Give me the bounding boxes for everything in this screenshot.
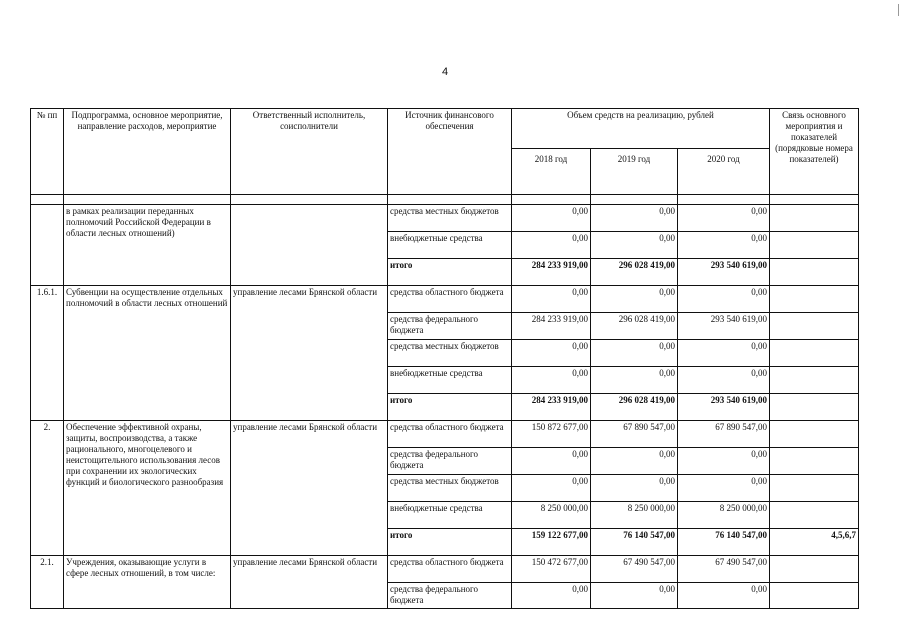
- header-executor: Ответственный исполнитель, соисполнители: [231, 109, 388, 195]
- value-2020: 0,00: [678, 286, 770, 313]
- value-2019: 0,00: [591, 448, 678, 475]
- source-cell: средства местных бюджетов: [388, 205, 512, 232]
- row-number: 2.1.: [31, 556, 64, 609]
- value-2019: 296 028 419,00: [591, 394, 678, 421]
- link-cell: [770, 475, 859, 502]
- budget-table: [30, 108, 859, 609]
- link-cell: [770, 583, 859, 609]
- value-2019: 0,00: [591, 340, 678, 367]
- value-2020: 8 250 000,00: [678, 502, 770, 529]
- value-2019: 0,00: [591, 232, 678, 259]
- spacer-cell: [231, 195, 388, 205]
- source-cell: внебюджетные средства: [388, 502, 512, 529]
- link-cell: [770, 313, 859, 340]
- value-2020: 293 540 619,00: [678, 394, 770, 421]
- value-2018: 150 472 677,00: [512, 556, 591, 583]
- program-cell: в рамках реализации переданных полномочий Российской Федерации в области лесных отношений): [64, 205, 231, 286]
- header-year-2018: 2018 год: [512, 149, 591, 195]
- link-cell: [770, 394, 859, 421]
- header-no: № пп: [31, 109, 64, 195]
- source-cell: внебюджетные средства: [388, 232, 512, 259]
- value-2020: 67 490 547,00: [678, 556, 770, 583]
- value-2018: 0,00: [512, 205, 591, 232]
- table-row: [31, 556, 859, 583]
- value-2020: 0,00: [678, 475, 770, 502]
- value-2020: 67 890 547,00: [678, 421, 770, 448]
- executor-cell: управление лесами Брянской области: [231, 421, 388, 556]
- header-source: Источник финансового обеспечения: [388, 109, 512, 195]
- header-link: Связь основного мероприятия и показателей (порядковые номера показателей): [770, 109, 859, 195]
- value-2020: 0,00: [678, 340, 770, 367]
- link-cell: 4,5,6,7: [770, 529, 859, 556]
- link-cell: [770, 205, 859, 232]
- link-cell: [770, 259, 859, 286]
- link-cell: [770, 448, 859, 475]
- value-2018: 0,00: [512, 286, 591, 313]
- header-row: [31, 109, 859, 149]
- value-2018: 0,00: [512, 583, 591, 609]
- value-2018: 8 250 000,00: [512, 502, 591, 529]
- header-year-2019: 2019 год: [591, 149, 678, 195]
- value-2018: 159 122 677,00: [512, 529, 591, 556]
- value-2018: 284 233 919,00: [512, 259, 591, 286]
- spacer-row: [31, 195, 859, 205]
- value-2018: 0,00: [512, 340, 591, 367]
- spacer-cell: [388, 195, 512, 205]
- spacer-cell: [678, 195, 770, 205]
- value-2018: 284 233 919,00: [512, 313, 591, 340]
- header-program: Подпрограмма, основное мероприятие, направление расходов, мероприятие: [64, 109, 231, 195]
- source-cell: средства областного бюджета: [388, 556, 512, 583]
- header-year-2020: 2020 год: [678, 149, 770, 195]
- source-cell: средства федерального бюджета: [388, 583, 512, 609]
- value-2018: 0,00: [512, 232, 591, 259]
- value-2018: 0,00: [512, 448, 591, 475]
- value-2019: 0,00: [591, 475, 678, 502]
- value-2020: 293 540 619,00: [678, 313, 770, 340]
- source-cell: итого: [388, 529, 512, 556]
- row-number: [31, 205, 64, 286]
- link-cell: [770, 340, 859, 367]
- value-2019: 76 140 547,00: [591, 529, 678, 556]
- value-2018: 150 872 677,00: [512, 421, 591, 448]
- executor-cell: управление лесами Брянской области: [231, 286, 388, 421]
- source-cell: итого: [388, 394, 512, 421]
- executor-cell: [231, 205, 388, 286]
- value-2019: 0,00: [591, 367, 678, 394]
- source-cell: внебюджетные средства: [388, 367, 512, 394]
- executor-cell: управление лесами Брянской области: [231, 556, 388, 609]
- link-cell: [770, 556, 859, 583]
- value-2020: 0,00: [678, 448, 770, 475]
- source-cell: средства областного бюджета: [388, 421, 512, 448]
- value-2019: 296 028 419,00: [591, 259, 678, 286]
- table-row: [31, 286, 859, 313]
- source-cell: средства местных бюджетов: [388, 475, 512, 502]
- spacer-cell: [591, 195, 678, 205]
- value-2020: 76 140 547,00: [678, 529, 770, 556]
- value-2020: 0,00: [678, 367, 770, 394]
- value-2019: 0,00: [591, 583, 678, 609]
- source-cell: итого: [388, 259, 512, 286]
- value-2019: 0,00: [591, 205, 678, 232]
- source-cell: средства федерального бюджета: [388, 448, 512, 475]
- source-cell: средства федерального бюджета: [388, 313, 512, 340]
- link-cell: [770, 232, 859, 259]
- page-number: 4: [442, 66, 449, 78]
- value-2018: 284 233 919,00: [512, 394, 591, 421]
- value-2020: 0,00: [678, 205, 770, 232]
- value-2019: 0,00: [591, 286, 678, 313]
- scan-edge-mark: [898, 4, 899, 16]
- program-cell: Субвенции на осуществление отдельных полномочий в области лесных отношений: [64, 286, 231, 421]
- program-cell: Обеспечение эффективной охраны, защиты, воспроизводства, а также рационального, многоцелевого и неистощительного использования лесов при сохранении их экологических функций и биологического разнообразия: [64, 421, 231, 556]
- value-2019: 8 250 000,00: [591, 502, 678, 529]
- value-2019: 296 028 419,00: [591, 313, 678, 340]
- program-cell: Учреждения, оказывающие услуги в сфере лесных отношений, в том числе:: [64, 556, 231, 609]
- table-row: [31, 205, 859, 232]
- spacer-cell: [512, 195, 591, 205]
- row-number: 1.6.1.: [31, 286, 64, 421]
- value-2019: 67 490 547,00: [591, 556, 678, 583]
- spacer-cell: [770, 195, 859, 205]
- link-cell: [770, 421, 859, 448]
- header-volume: Объем средств на реализацию, рублей: [512, 109, 770, 149]
- table-row: [31, 421, 859, 448]
- value-2020: 0,00: [678, 232, 770, 259]
- source-cell: средства местных бюджетов: [388, 340, 512, 367]
- link-cell: [770, 367, 859, 394]
- value-2018: 0,00: [512, 475, 591, 502]
- row-number: 2.: [31, 421, 64, 556]
- value-2020: 293 540 619,00: [678, 259, 770, 286]
- link-cell: [770, 502, 859, 529]
- source-cell: средства областного бюджета: [388, 286, 512, 313]
- value-2020: 0,00: [678, 583, 770, 609]
- value-2018: 0,00: [512, 367, 591, 394]
- value-2019: 67 890 547,00: [591, 421, 678, 448]
- spacer-cell: [31, 195, 64, 205]
- spacer-cell: [64, 195, 231, 205]
- link-cell: [770, 286, 859, 313]
